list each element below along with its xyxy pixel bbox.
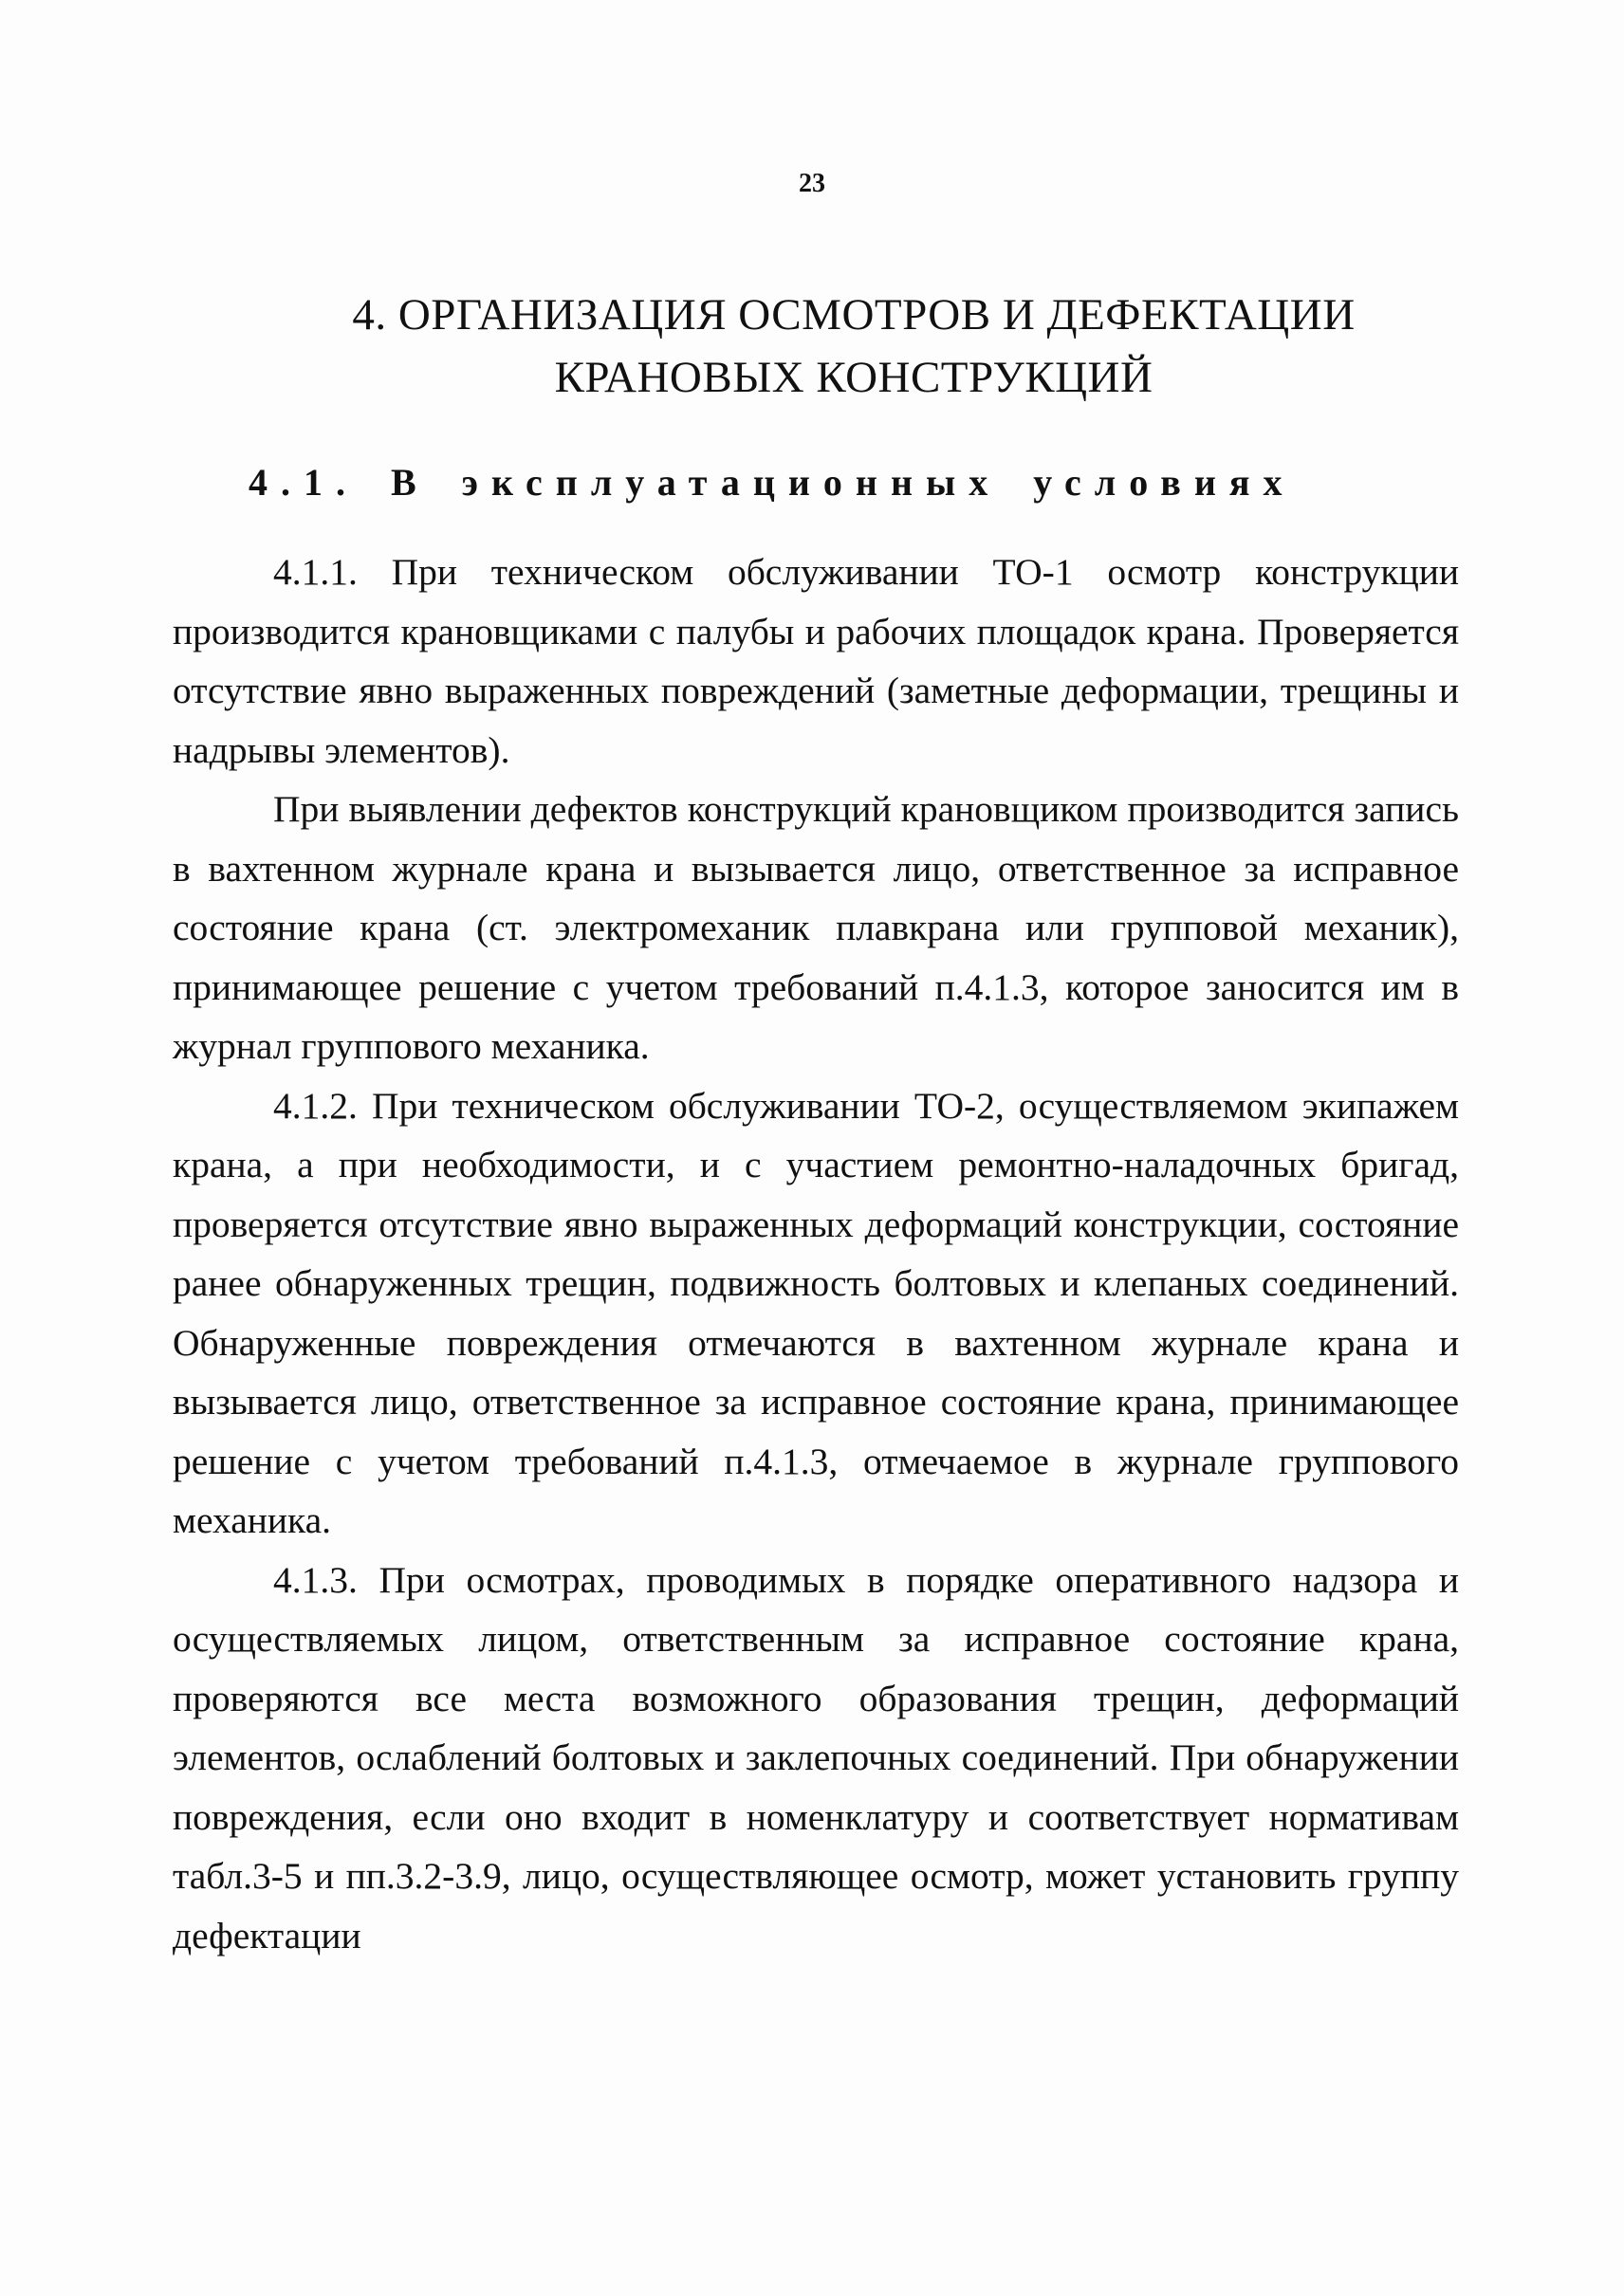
chapter-title-line-2: КРАНОВЫХ КОНСТРУКЦИЙ bbox=[554, 353, 1153, 403]
paragraph-defect-report: При выявлении дефектов конструкций крановщиком производится запись в вахтенном журнале крана и вызывается лицо, ответственное за исправное состояние крана (ст. электромеханик плавкрана или групповой механик), принимающее решение с учетом требований п.4.1.3, которое заносится им в журнал группового механика. bbox=[173, 788, 1459, 1067]
body-text bbox=[173, 542, 1459, 1965]
paragraph-4-1-1: 4.1.1. При техническом обслуживании ТО-1 осмотр конструкции производится крановщиками с палубы и рабочих площадок крана. Проверяется отсутствие явно выраженных повреждений (заметные деформации, трещины и надрывы элементов). bbox=[173, 551, 1459, 771]
paragraph-4-1-2: 4.1.2. При техническом обслуживании ТО-2, осуществляемом экипажем крана, а при необходимости, и с участием ремонтно-наладочных бригад, проверяется отсутствие явно выраженных деформаций конструкции, состояние ранее обнаруженных трещин, подвижность болтовых и клепаных соединений. Обнаруженные повреждения отмечаются в вахтенном журнале крана и вызывается лицо, ответственное за исправное состояние крана, принимающее решение с учетом требований п.4.1.3, отмечаемое в журнале группового механика. bbox=[173, 1084, 1459, 1541]
paragraph-4-1-3: 4.1.3. При осмотрах, проводимых в порядке оперативного надзора и осуществляемых лицом, ответственным за исправное состояние крана, проверяются все места возможного образования трещин, деформаций элементов, ослаблений болтовых и заклепочных соединений. При обнаружении повреждения, если оно входит в номенклатуру и соответствует нормативам табл.3-5 и пп.3.2-3.9, лицо, осуществляющее осмотр, может установить группу дефектации bbox=[173, 1558, 1459, 1956]
section-title: 4.1. В эксплуатационных условиях bbox=[249, 461, 1296, 505]
chapter-title-line-1: 4. ОРГАНИЗАЦИЯ ОСМОТРОВ И ДЕФЕКТАЦИИ bbox=[352, 290, 1356, 340]
page-number: 23 bbox=[799, 169, 825, 198]
chapter-title bbox=[285, 284, 1423, 409]
